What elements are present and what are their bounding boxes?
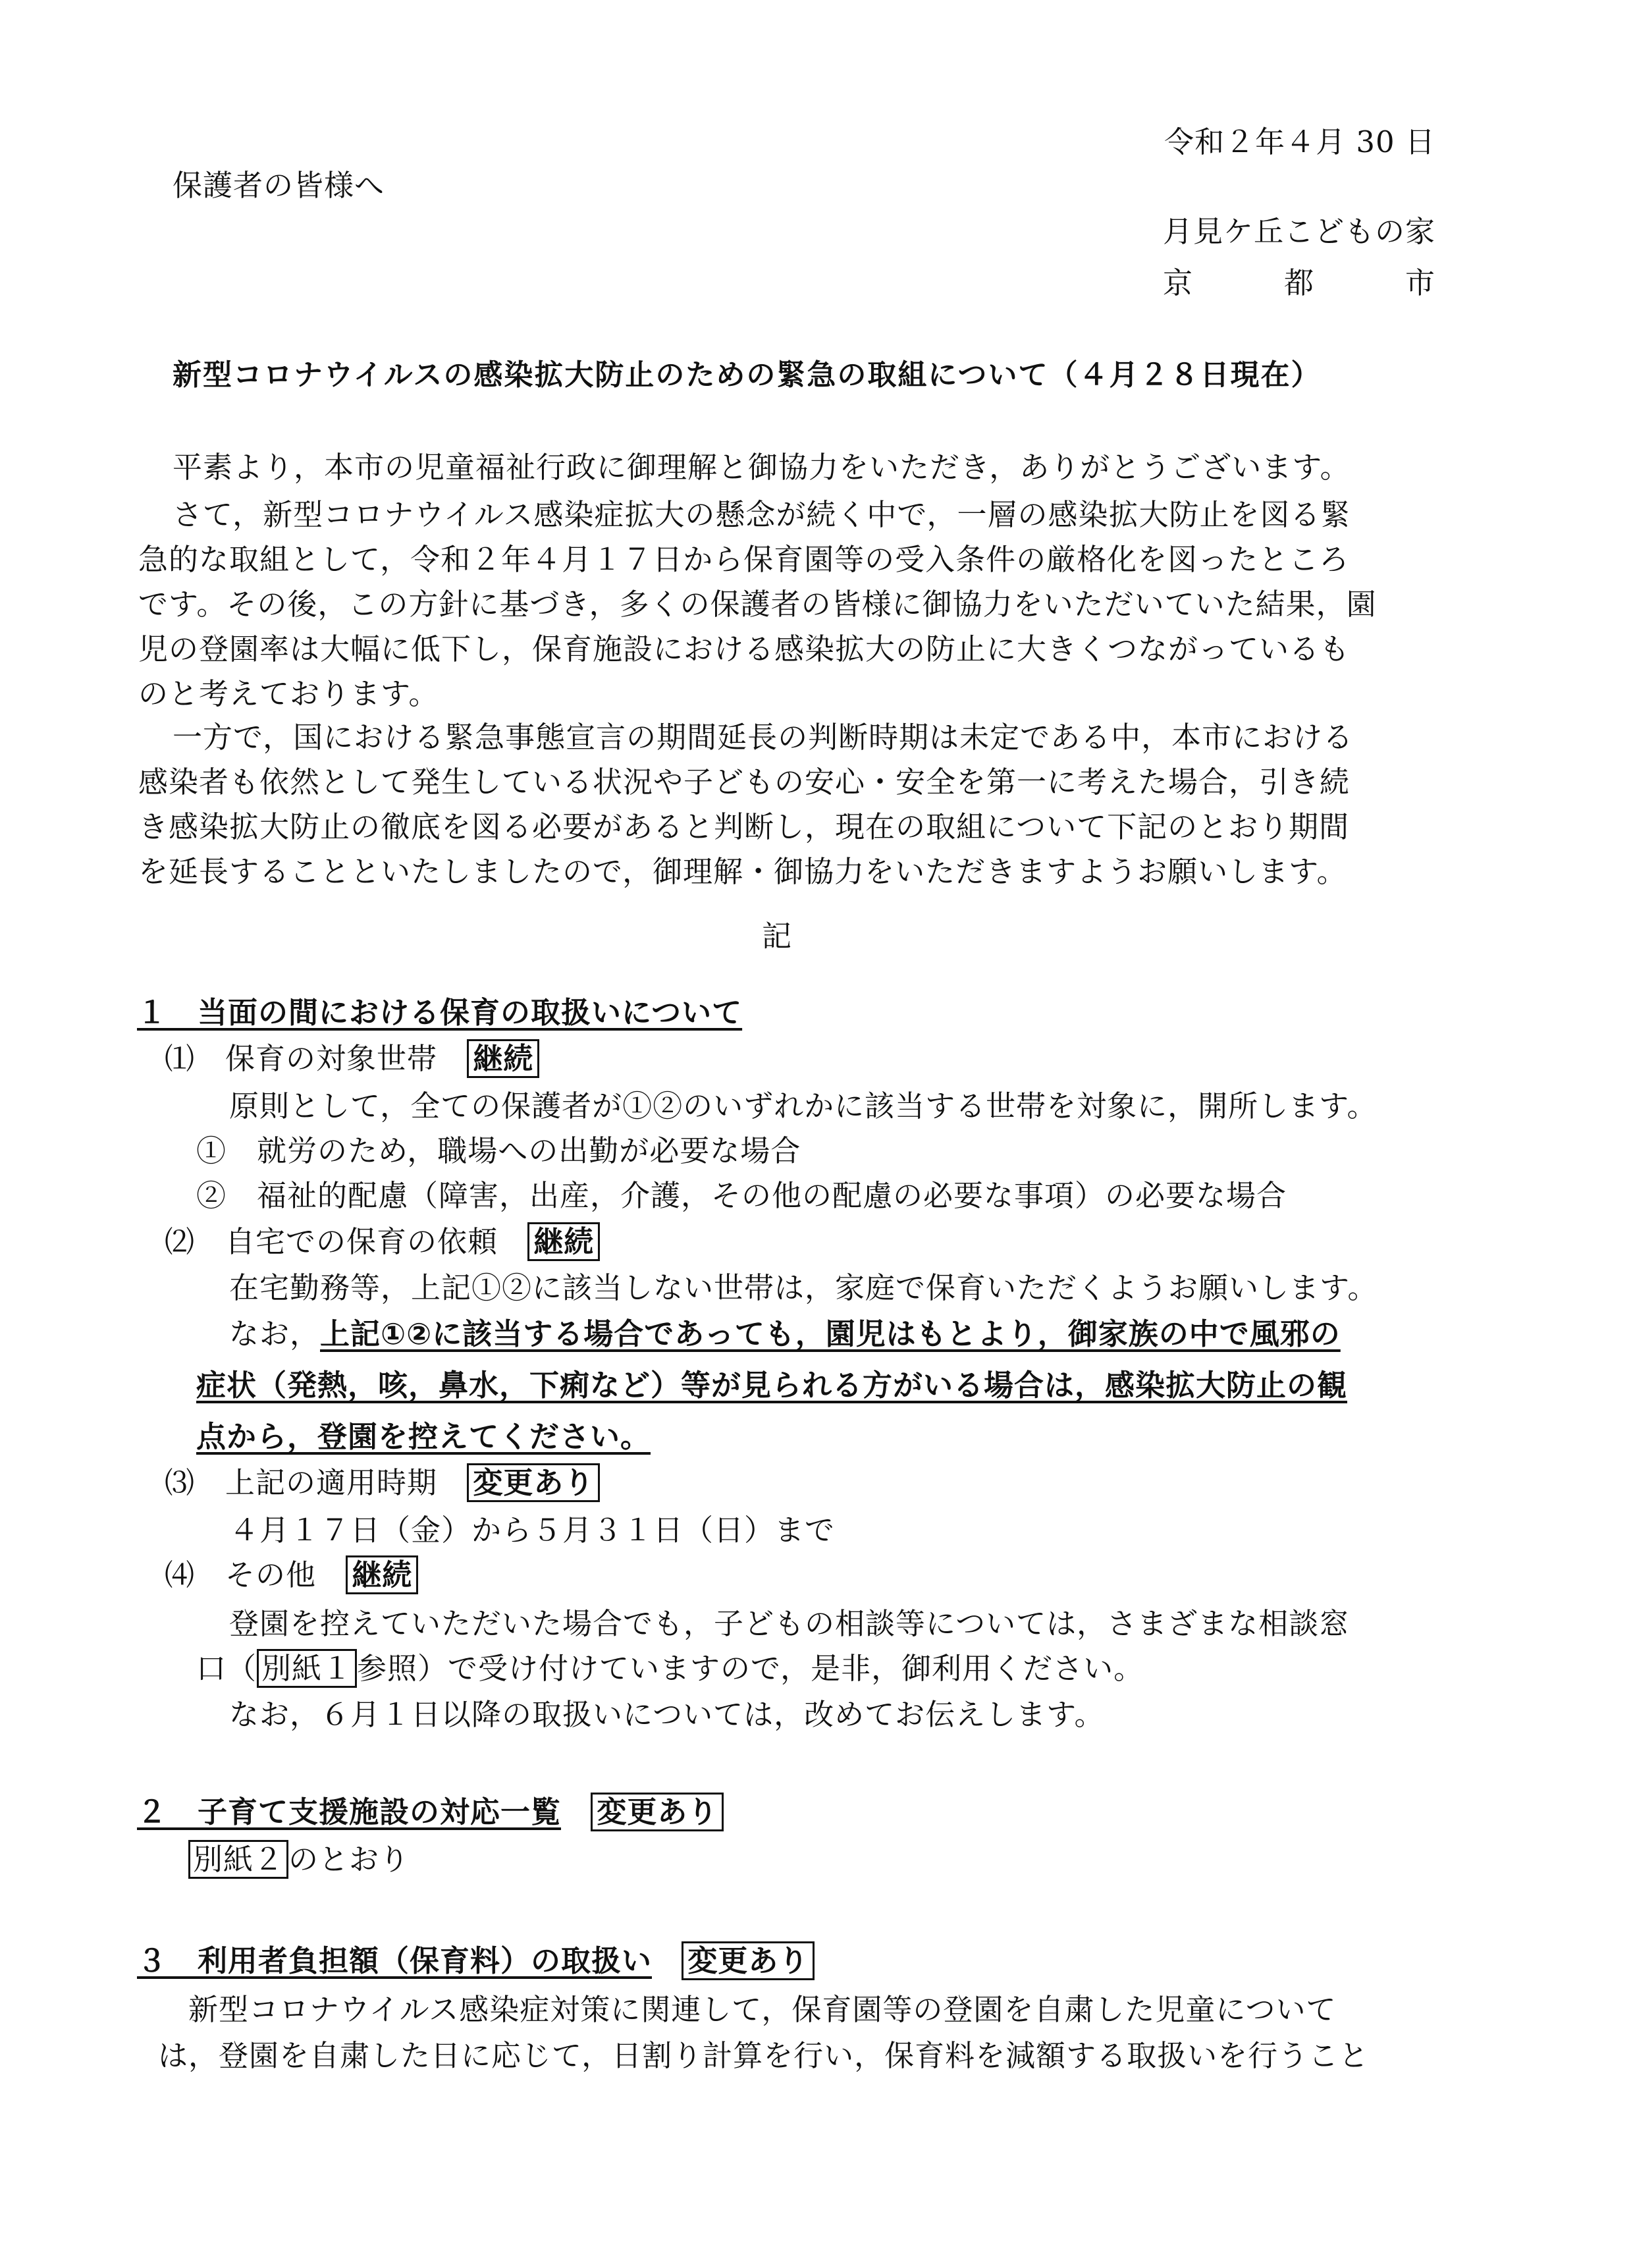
section3-line2: は，登園を自粛した日に応じて，日割り計算を行い，保育料を減額する取扱いを行うこと (158, 2038, 1370, 2073)
item4-line2-pre: 口（ (196, 1651, 257, 1686)
page-title: 新型コロナウイルスの感染拡大防止のための緊急の取組について（４月２８日現在） (173, 358, 1322, 392)
attachment2-box: 別紙２ (188, 1840, 288, 1879)
intro-line: を延長することといたしましたので，御理解・御協力をいただきますようお願いします。 (138, 854, 1347, 889)
badge-changed: 変更あり (682, 1941, 815, 1980)
badge-continue: 継続 (527, 1222, 600, 1261)
item4-line3: なお，６月１日以降の取扱いについては，改めてお伝えします。 (229, 1697, 1105, 1732)
item2-label (165, 1222, 600, 1262)
intro-line: 平素より，本市の児童福祉行政に御理解と御協力をいただき，ありがとうございます。 (173, 450, 1351, 485)
intro-line: 児の登園率は大幅に低下し，保育施設における感染拡大の防止に大きくつながっているも (138, 632, 1351, 666)
item3-label-text: ⑶ 上記の適用時期 (165, 1465, 438, 1500)
badge-changed: 変更あり (467, 1463, 600, 1502)
section2-text-suffix: のとおり (288, 1842, 410, 1877)
section2-heading-row (137, 1793, 724, 1832)
item1-sub2: ② 福祉的配慮（障害，出産，介護，その他の配慮の必要な事項）の必要な場合 (196, 1178, 1287, 1213)
intro-line: さて，新型コロナウイルス感染症拡大の懸念が続く中で，一層の感染拡大防止を図る緊 (173, 497, 1351, 532)
attachment1-box: 別紙１ (257, 1649, 357, 1688)
badge-continue: 継続 (467, 1039, 539, 1078)
item2-note-line2: 症状（発熱，咳，鼻水，下痢など）等が見られる方がいる場合は，感染拡大防止の観 (196, 1368, 1348, 1403)
date: 令和２年４月 30 日 (1164, 124, 1435, 159)
intro-line: 感染者も依然として発生している状況や子どもの安心・安全を第一に考えた場合，引き続 (138, 765, 1351, 799)
item4-label-text: ⑷ その他 (165, 1557, 317, 1592)
note-prefix: なお， (229, 1316, 321, 1351)
section3-heading: ３ 利用者負担額（保育料）の取扱い (137, 1943, 653, 1978)
section3-heading-row (137, 1941, 815, 1981)
item2-text: 在宅勤務等，上記①②に該当しない世帯は，家庭で保育いただくようお願いします。 (229, 1270, 1378, 1305)
item4-line1: 登園を控えていただいた場合でも，子どもの相談等については，さまざまな相談窓 (229, 1606, 1350, 1641)
section1-heading: １ 当面の間における保育の取扱いについて (137, 995, 743, 1030)
item1-text: 原則として，全ての保護者が①②のいずれかに該当する世帯を対象に，開所します。 (229, 1089, 1378, 1123)
item2-note-line3: 点から，登園を控えてください。 (196, 1419, 651, 1454)
sender-city: 京 都 市 (1162, 265, 1435, 300)
intro-line: のと考えております。 (138, 676, 439, 711)
item1-sub1: ① 就労のため，職場への出勤が必要な場合 (196, 1133, 801, 1168)
item4-line2 (196, 1649, 1144, 1688)
addressee: 保護者の皆様へ (173, 168, 385, 203)
item2-note-line1 (229, 1314, 1341, 1354)
section3-line1: 新型コロナウイルス感染症対策に関連して，保育園等の登園を自粛した児童について (188, 1992, 1337, 2027)
section2-heading: ２ 子育て支援施設の対応一覧 (137, 1795, 562, 1829)
note-emphasis: 上記①②に該当する場合であっても，園児はもとより，御家族の中で風邪の (320, 1316, 1341, 1351)
badge-continue: 継続 (346, 1555, 418, 1594)
section2-text (188, 1840, 410, 1879)
item3-label (165, 1463, 600, 1503)
item1-label-text: ⑴ 保育の対象世帯 (165, 1041, 438, 1076)
intro-line: です。その後，この方針に基づき，多くの保護者の皆様に御協力をいただいていた結果，園 (138, 587, 1377, 622)
item3-text: ４月１７日（金）から５月３１日（日）まで (229, 1513, 836, 1548)
sender-org: 月見ケ丘こどもの家 (1162, 214, 1435, 249)
badge-changed: 変更あり (591, 1793, 724, 1831)
item1-label (165, 1039, 539, 1079)
item4-label (165, 1555, 418, 1595)
intro-line: 一方で，国における緊急事態宣言の期間延長の判断時期は未定である中，本市における (173, 720, 1354, 755)
intro-line: 急的な取組として，令和２年４月１７日から保育園等の受入条件の厳格化を図ったところ (138, 542, 1350, 577)
item2-label-text: ⑵ 自宅での保育の依頼 (165, 1224, 498, 1259)
item4-line2-post: 参照）で受け付けていますので，是非，御利用ください。 (357, 1651, 1144, 1686)
intro-line: き感染拡大防止の徹底を図る必要があると判断し，現在の取組について下記のとおり期間 (138, 809, 1350, 844)
ki-marker: 記 (761, 919, 792, 954)
